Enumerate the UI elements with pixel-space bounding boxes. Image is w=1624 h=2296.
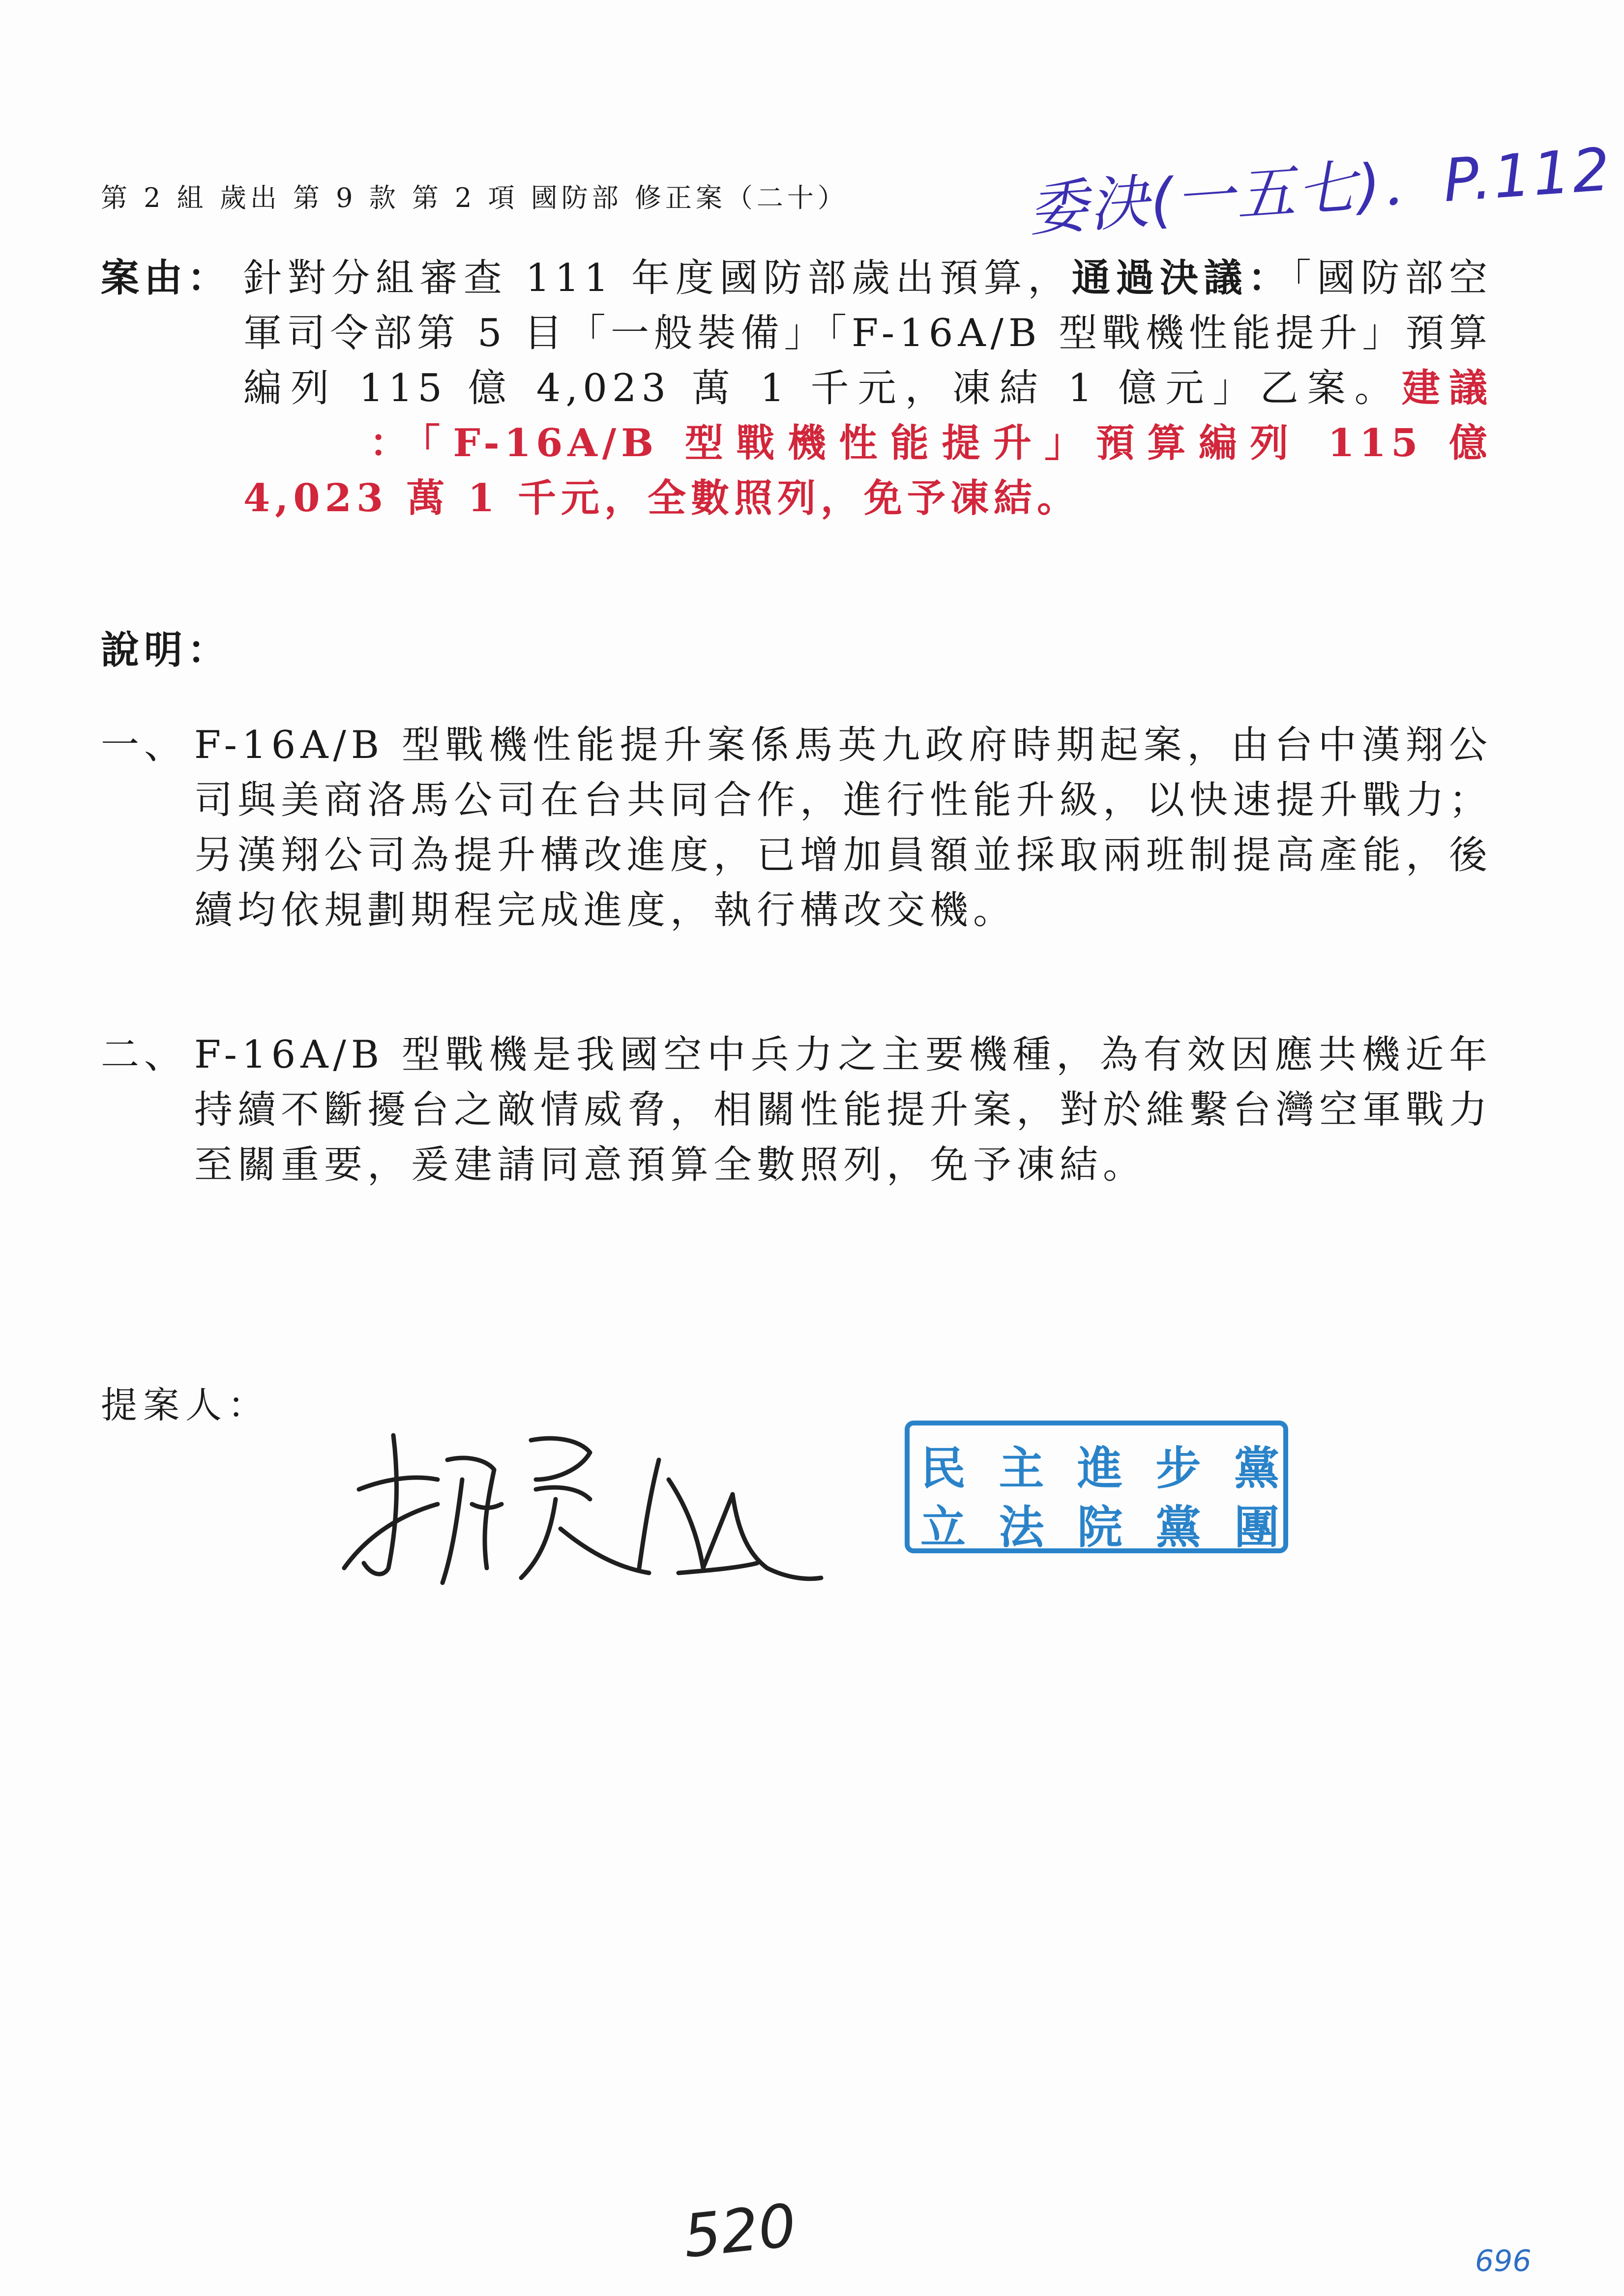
party-caucus-seal [905,1421,1288,1553]
proposer-label: 提案人： [101,1384,270,1426]
seal-row: 立 法 院 黨 團 [920,1501,1279,1554]
document-header: 第 2 組 歲出 第 9 款 第 2 項 國防部 修正案（二十） [101,182,848,213]
case-intro: 針對分組審查 111 年度國防部歲出預算， [243,256,1072,300]
explanation-item-text: F-16A/B 型戰機性能提升案係馬英九政府時期起案，由台中漢翔公司與美商洛馬公司在台共同合作，進行性能升級，以快速提升戰力；另漢翔公司為提升構改進度，已增加員額並採取兩班制提高產能，後續均依規劃期程完成進度，執行構改交機。 [194,723,1493,932]
handwritten-reference-note: 委決(一五七)．P.112 [1026,135,1614,245]
explanation-label: 說明： [101,628,231,672]
explanation-item-text: F-16A/B 型戰機是我國空中兵力之主要機種，為有效因應共機近年持續不斷擾台之敵情威脅，相關性能提升案，對於維繫台灣空軍戰力至關重要，爰建請同意預算全數照列，免予凍結。 [194,1033,1493,1187]
seal-row: 民 主 進 步 黨 [920,1442,1279,1495]
explanation-item-number: 二、 [101,1033,188,1077]
handwritten-signature [325,1406,826,1602]
case-label: 案由： [101,256,231,300]
case-quote: 「國防部空軍司令部第 5 目「一般裝備」「F-16A/B 型戰機性能提升」預算編列 115 億 4,023 萬 1 千元，凍結 1 億元」乙案。 [243,256,1492,410]
case-suggestion-label: 建議 [1401,366,1492,410]
case-suggestion: ：「F-16A/B 型戰機性能提升」預算編列 115 億 4,023 萬 1 千元，全數照列，免予凍結。 [243,421,1492,521]
case-resolution-label: 通過決議： [1071,256,1292,300]
case-body [243,251,1492,526]
handwritten-page-number: 520 [680,2191,799,2271]
corner-page-number: 696 [1475,2244,1532,2278]
explanation-item-number: 一、 [101,723,188,767]
